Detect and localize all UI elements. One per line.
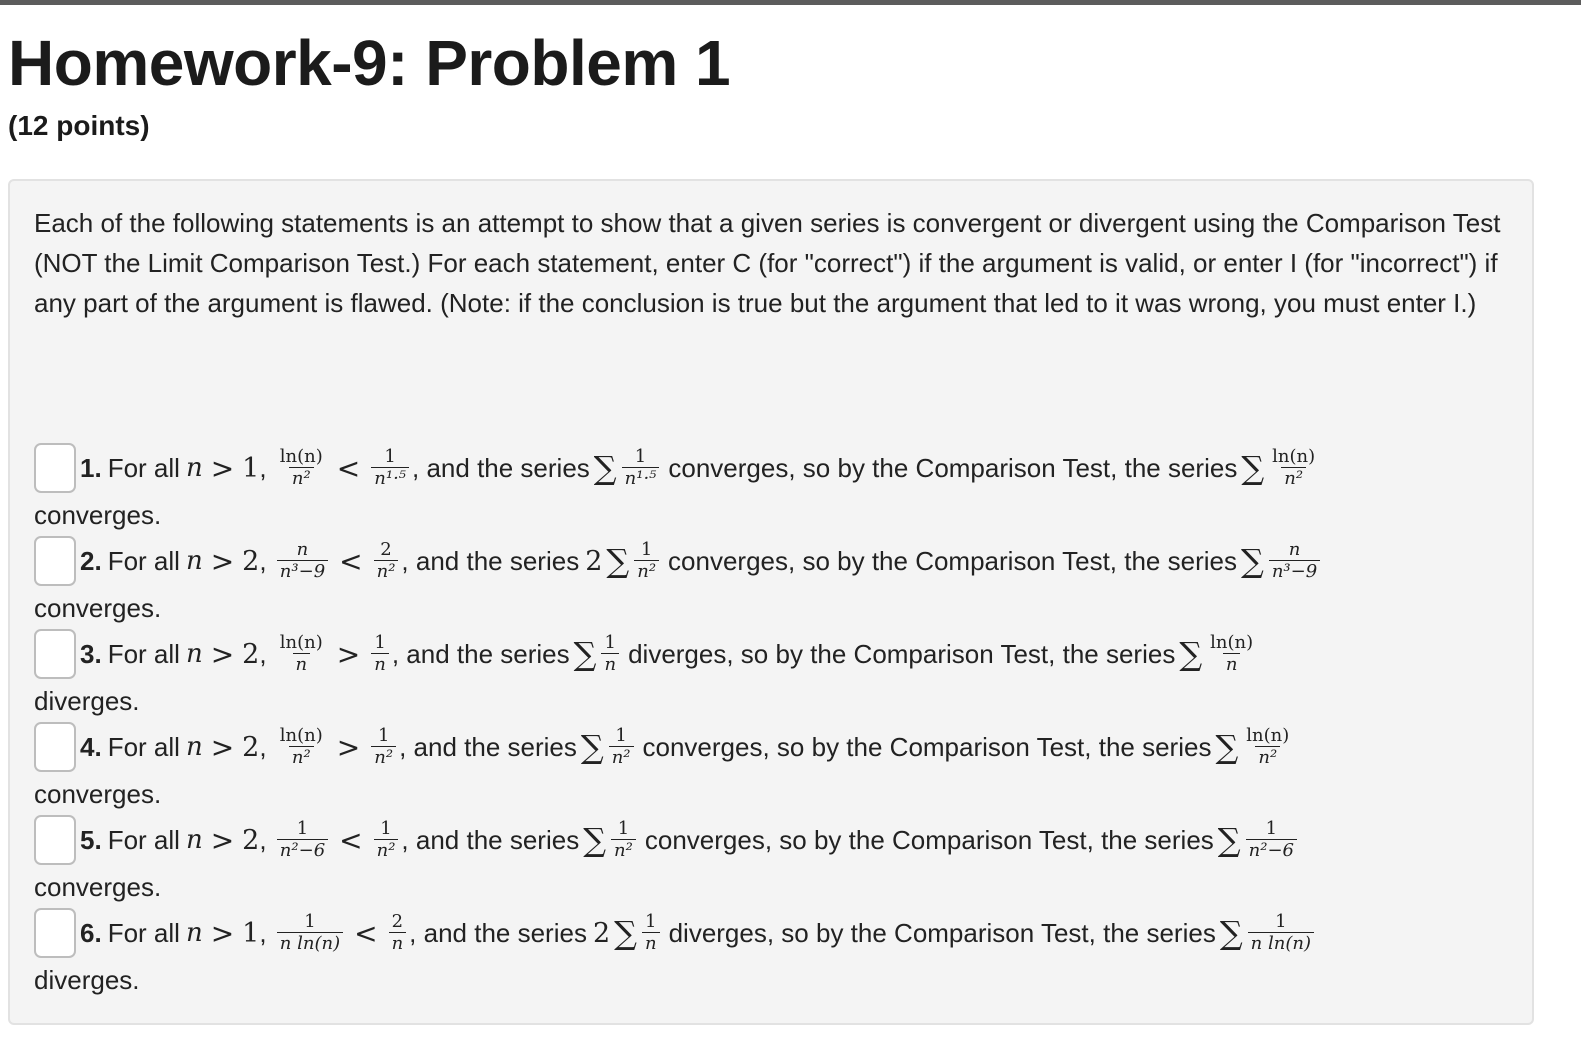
rhs-denominator: n² bbox=[374, 839, 399, 862]
statement-2: 2. For all n > 2 , $\frac{n}{\text{n³−9}}$ < $\frac{2}{\text{n²}}$ , and the series 2 ∑ $\frac{1}{\text{n²}}$ converges , so by the Comparison Test, the series ∑ $\frac{n}{\text{n³−9}}$ converges. bbox=[34, 532, 1524, 626]
rhs-numerator: 1 bbox=[377, 724, 390, 746]
lhs-denominator: n bbox=[293, 653, 311, 676]
statement-number: 4. bbox=[80, 731, 102, 762]
condition-relation: > bbox=[210, 823, 235, 857]
sigma-symbol: ∑ bbox=[583, 821, 607, 859]
lower-bound: 1 bbox=[242, 917, 260, 949]
sigma-symbol: ∑ bbox=[614, 914, 637, 952]
middle-text: , so by the Comparison Test, the series bbox=[766, 917, 1216, 948]
target-denominator: n bbox=[1223, 653, 1241, 676]
variable: n bbox=[185, 546, 203, 576]
lhs-denominator: n² bbox=[289, 746, 314, 769]
sigma-symbol: ∑ bbox=[573, 635, 597, 673]
statement-prefix: For all bbox=[107, 638, 180, 669]
inequality-relation: > bbox=[336, 637, 361, 671]
rhs-numerator: 2 bbox=[391, 910, 404, 932]
conclusion: converges. bbox=[34, 872, 162, 902]
rhs-denominator: n¹·⁵ bbox=[371, 467, 409, 490]
rhs-fraction bbox=[371, 726, 396, 769]
answer-input-6[interactable] bbox=[34, 908, 76, 958]
sigma-symbol: ∑ bbox=[1241, 449, 1265, 487]
condition-relation: > bbox=[210, 730, 235, 764]
conclusion: converges. bbox=[34, 593, 162, 623]
target-numerator: ln(n) bbox=[1272, 445, 1316, 467]
comparison-numerator: 1 bbox=[645, 910, 657, 932]
lower-bound: 2 bbox=[242, 824, 260, 856]
comparison-coefficient: 2 bbox=[592, 917, 611, 949]
target-numerator: n bbox=[1288, 538, 1301, 560]
sigma-symbol: ∑ bbox=[1215, 728, 1239, 766]
statement-5: 5. For all n > 2 , $\frac{1}{\text{n²−6}}$ < $\frac{1}{\text{n²}}$ , and the series ∑ $\frac{1}{\text{n²}}$ converges , so by the Comparison Test, the series ∑ $\frac{1}{\text{n²−6}}$ converges. bbox=[34, 811, 1524, 905]
lhs-denominator: n ln(n) bbox=[277, 932, 343, 955]
sigma-symbol: ∑ bbox=[1217, 821, 1241, 859]
lhs-denominator: n² bbox=[289, 467, 314, 490]
answer-input-3[interactable] bbox=[34, 629, 76, 679]
rhs-denominator: n² bbox=[371, 746, 396, 769]
answer-input-2[interactable] bbox=[34, 536, 76, 586]
target-denominator: n²−6 bbox=[1246, 839, 1297, 862]
answer-input-4[interactable] bbox=[34, 722, 76, 772]
condition-relation: > bbox=[210, 916, 235, 950]
statement-number: 1. bbox=[80, 452, 102, 483]
comparison-fraction bbox=[601, 633, 619, 676]
comparison-numerator: 1 bbox=[634, 445, 647, 467]
statement-prefix: For all bbox=[107, 731, 180, 762]
comparison-denominator: n bbox=[601, 653, 619, 676]
lhs-numerator: n bbox=[296, 538, 309, 560]
middle-text: , so by the Comparison Test, the series bbox=[726, 638, 1176, 669]
rhs-fraction bbox=[374, 819, 399, 862]
middle-text: , so by the Comparison Test, the series bbox=[764, 824, 1214, 855]
and-text: , and the series bbox=[409, 917, 587, 948]
rhs-fraction bbox=[371, 447, 409, 490]
sigma-symbol: ∑ bbox=[1179, 635, 1203, 673]
lhs-fraction bbox=[277, 819, 328, 862]
middle-text: , so by the Comparison Test, the series bbox=[762, 731, 1212, 762]
lhs-numerator: 1 bbox=[304, 910, 316, 932]
comparison-numerator: 1 bbox=[615, 724, 627, 746]
sigma-symbol: ∑ bbox=[1219, 914, 1243, 952]
inequality-relation: < bbox=[354, 916, 378, 950]
statement-number: 5. bbox=[80, 824, 102, 855]
conclusion: diverges. bbox=[34, 965, 140, 995]
variable: n bbox=[185, 453, 203, 483]
lhs-denominator: n³−9 bbox=[277, 560, 328, 583]
comparison-denominator: n² bbox=[611, 839, 636, 862]
comparison-denominator: n bbox=[642, 932, 660, 955]
target-fraction bbox=[1248, 912, 1314, 955]
target-denominator: n³−9 bbox=[1269, 560, 1320, 583]
middle-text: , so by the Comparison Test, the series bbox=[788, 452, 1238, 483]
target-numerator: 1 bbox=[1275, 910, 1287, 932]
inequality-relation: < bbox=[339, 544, 363, 578]
variable: n bbox=[185, 732, 203, 762]
instructions-text: Each of the following statements is an attempt to show that a given series is convergent or divergent using the Comparison Test (NOT the Limit Comparison Test.) For each statement, enter C (for "correct") if the argument is valid, or enter I (for "incorrect") if any part of the argument is flawed. (Note: if the conclusion is true but the argument that led to it was wrong, you must enter I.) bbox=[34, 208, 1501, 318]
target-denominator: n² bbox=[1255, 746, 1280, 769]
and-text: , and the series bbox=[401, 824, 580, 855]
and-text: , and the series bbox=[401, 545, 580, 576]
and-text: , and the series bbox=[399, 731, 577, 762]
statement-4: 4. For all n > 2 , $\frac{\ln(n)}{\text{n²}}$ > $\frac{1}{\text{n²}}$ , and the series ∑ $\frac{1}{\text{n²}}$ converges , so by the Comparison Test, the series ∑ $\frac{\ln(n)}{\text{n²}}$ converges. bbox=[34, 718, 1524, 812]
condition-relation: > bbox=[210, 637, 235, 671]
conclusion: converges. bbox=[34, 779, 162, 809]
comparison-verb: diverges bbox=[668, 917, 767, 948]
target-fraction bbox=[1207, 633, 1256, 676]
inequality-relation: < bbox=[336, 451, 361, 485]
lhs-numerator: ln(n) bbox=[279, 631, 323, 653]
statement-prefix: For all bbox=[107, 917, 180, 948]
comparison-coefficient: 2 bbox=[585, 545, 603, 577]
condition-relation: > bbox=[210, 451, 235, 485]
comparison-denominator: n² bbox=[634, 560, 659, 583]
comparison-denominator: n¹·⁵ bbox=[622, 467, 660, 490]
and-text: , and the series bbox=[412, 452, 590, 483]
comparison-fraction bbox=[609, 726, 634, 769]
target-denominator: n² bbox=[1281, 467, 1306, 490]
comparison-fraction bbox=[622, 447, 660, 490]
inequality-relation: < bbox=[339, 823, 363, 857]
target-numerator: 1 bbox=[1265, 817, 1278, 839]
rhs-denominator: n bbox=[389, 932, 407, 955]
rhs-fraction bbox=[389, 912, 407, 955]
top-border bbox=[0, 0, 1581, 5]
comparison-denominator: n² bbox=[609, 746, 634, 769]
target-numerator: ln(n) bbox=[1246, 724, 1290, 746]
statement-prefix: For all bbox=[107, 545, 180, 576]
rhs-fraction bbox=[374, 540, 399, 583]
lhs-numerator: ln(n) bbox=[279, 445, 323, 467]
points-label: (12 points) bbox=[8, 110, 150, 141]
sigma-symbol: ∑ bbox=[593, 449, 617, 487]
answer-input-5[interactable] bbox=[34, 815, 76, 865]
conclusion: converges. bbox=[34, 500, 162, 530]
comparison-fraction bbox=[634, 540, 659, 583]
comparison-numerator: 1 bbox=[640, 538, 653, 560]
sigma-symbol: ∑ bbox=[606, 542, 630, 580]
statement-number: 6. bbox=[80, 917, 102, 948]
lhs-fraction bbox=[277, 912, 343, 955]
target-denominator: n ln(n) bbox=[1248, 932, 1314, 955]
comparison-verb: converges bbox=[644, 824, 765, 855]
target-fraction bbox=[1246, 819, 1297, 862]
target-fraction bbox=[1269, 447, 1318, 490]
rhs-numerator: 1 bbox=[374, 631, 386, 653]
condition-relation: > bbox=[210, 544, 235, 578]
statement-6: 6. For all n > 1 , $\frac{1}{\text{n ln(n)}}$ < $\frac{2}{n}$ , and the series 2 ∑ $\frac{1}{n}$ diverges , so by the Comparison Test, the series ∑ $\frac{1}{\text{n ln(n)}}$ diverges. bbox=[34, 904, 1524, 998]
comparison-verb: converges bbox=[668, 545, 789, 576]
statement-prefix: For all bbox=[107, 452, 180, 483]
comparison-numerator: 1 bbox=[617, 817, 630, 839]
rhs-numerator: 1 bbox=[380, 817, 392, 839]
statement-3: 3. For all n > 2 , $\frac{\ln(n)}{n}$ > $\frac{1}{n}$ , and the series ∑ $\frac{1}{n}$ diverges , so by the Comparison Test, the series ∑ $\frac{\ln(n)}{n}$ diverges. bbox=[34, 625, 1524, 719]
problem-panel bbox=[8, 179, 1534, 1025]
page-title: Homework-9: Problem 1 bbox=[8, 27, 731, 99]
lhs-numerator: 1 bbox=[296, 817, 309, 839]
statement-number: 3. bbox=[80, 638, 102, 669]
target-numerator: ln(n) bbox=[1210, 631, 1254, 653]
lhs-numerator: ln(n) bbox=[279, 724, 323, 746]
lhs-denominator: n²−6 bbox=[277, 839, 328, 862]
statement-prefix: For all bbox=[107, 824, 180, 855]
comparison-verb: converges bbox=[642, 731, 763, 762]
variable: n bbox=[185, 918, 203, 948]
comparison-numerator: 1 bbox=[604, 631, 616, 653]
sigma-symbol: ∑ bbox=[1240, 542, 1264, 580]
conclusion: diverges. bbox=[34, 686, 140, 716]
answer-input-1[interactable] bbox=[34, 443, 76, 493]
lhs-fraction bbox=[277, 447, 326, 490]
rhs-numerator: 1 bbox=[384, 445, 396, 467]
lhs-fraction bbox=[277, 540, 328, 583]
comparison-fraction bbox=[642, 912, 660, 955]
statement-1: 1. For all n > 1 , $\frac{\ln(n)}{\text{n²}}$ < $\frac{1}{\text{n¹·⁵}}$ , and the series ∑ $\frac{1}{\text{n¹·⁵}}$ converges , so by the Comparison Test, the series ∑ $\frac{\ln(n)}{\text{n²}}$ converges. bbox=[34, 439, 1524, 533]
sigma-symbol: ∑ bbox=[580, 728, 604, 766]
rhs-numerator: 2 bbox=[380, 538, 392, 560]
middle-text: , so by the Comparison Test, the series bbox=[788, 545, 1237, 576]
variable: n bbox=[185, 639, 203, 669]
lower-bound: 2 bbox=[242, 545, 260, 577]
target-fraction bbox=[1243, 726, 1292, 769]
comparison-verb: converges bbox=[668, 452, 789, 483]
lower-bound: 2 bbox=[242, 731, 260, 763]
lhs-fraction bbox=[277, 633, 326, 676]
lower-bound: 1 bbox=[242, 452, 260, 484]
rhs-denominator: n² bbox=[374, 560, 399, 583]
target-fraction bbox=[1269, 540, 1320, 583]
statement-number: 2. bbox=[80, 545, 102, 576]
comparison-fraction bbox=[611, 819, 636, 862]
rhs-denominator: n bbox=[371, 653, 389, 676]
inequality-relation: > bbox=[336, 730, 361, 764]
variable: n bbox=[185, 825, 203, 855]
rhs-fraction bbox=[371, 633, 389, 676]
comparison-verb: diverges bbox=[628, 638, 727, 669]
lhs-fraction bbox=[277, 726, 326, 769]
and-text: , and the series bbox=[391, 638, 570, 669]
lower-bound: 2 bbox=[242, 638, 260, 670]
